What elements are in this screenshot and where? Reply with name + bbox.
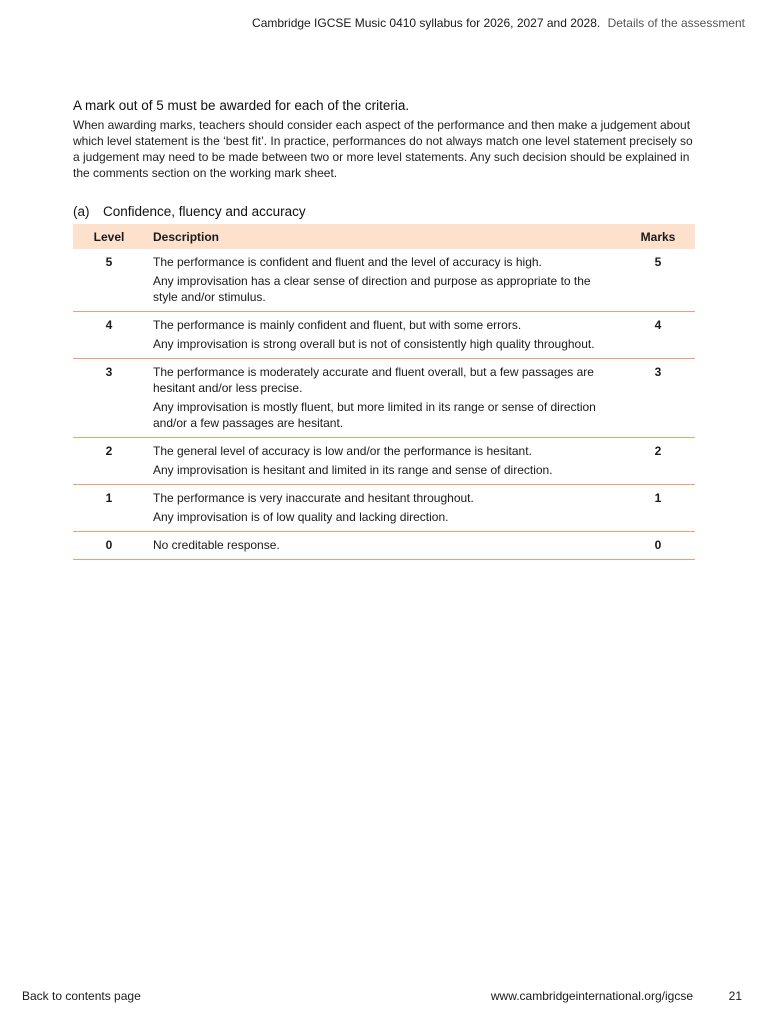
description-line: Any improvisation is of low quality and lacking direction. (153, 510, 449, 524)
table-row (73, 312, 695, 359)
page-number: 21 (728, 989, 742, 1003)
description-line: The performance is confident and fluent and the level of accuracy is high. (153, 255, 542, 269)
level-cell: 1 (73, 485, 145, 532)
website-link[interactable]: www.cambridgeinternational.org/igcse (490, 989, 693, 1003)
description-cell (145, 438, 621, 485)
description-line: No creditable response. (153, 538, 280, 552)
description-cell (145, 249, 621, 312)
criterion-heading (73, 204, 695, 219)
level-cell: 5 (73, 249, 145, 312)
marks-cell: 1 (621, 485, 695, 532)
table-row (73, 249, 695, 312)
description-line: Any improvisation is mostly fluent, but more limited in its range or sense of direction and/or a few passages are hesitant. (153, 400, 596, 430)
lead-statement: A mark out of 5 must be awarded for each of the criteria. (73, 98, 410, 113)
marks-cell: 3 (621, 359, 695, 438)
table-row (73, 532, 695, 560)
description-line: The general level of accuracy is low and/or the performance is hesitant. (153, 444, 532, 458)
description-line: Any improvisation is strong overall but is not of consistently high quality throughout. (153, 337, 595, 351)
description-line: Any improvisation has a clear sense of direction and purpose as appropriate to the style and/or stimulus. (153, 274, 591, 304)
description-line: Any improvisation is hesitant and limited in its range and sense of direction. (153, 463, 553, 477)
description-line: The performance is very inaccurate and hesitant throughout. (153, 491, 474, 505)
criterion-letter: (a) (73, 204, 90, 219)
description-line: The performance is mainly confident and fluent, but with some errors. (153, 318, 522, 332)
description-cell (145, 532, 621, 560)
level-cell: 4 (73, 312, 145, 359)
table-row (73, 485, 695, 532)
marks-cell: 0 (621, 532, 695, 560)
back-to-contents-link[interactable]: Back to contents page (22, 989, 141, 1003)
description-cell (145, 359, 621, 438)
marks-cell: 5 (621, 249, 695, 312)
level-cell: 3 (73, 359, 145, 438)
level-column-header: Level (93, 229, 125, 244)
table-header-row (73, 224, 695, 249)
table-row (73, 359, 695, 438)
table-body (73, 249, 695, 560)
criterion-title: Confidence, fluency and accuracy (103, 204, 306, 219)
description-cell (145, 312, 621, 359)
marks-cell: 2 (621, 438, 695, 485)
header-section: Details of the assessment (607, 16, 745, 30)
level-cell: 2 (73, 438, 145, 485)
running-header (252, 16, 745, 30)
marks-column-header: Marks (640, 229, 676, 244)
description-cell (145, 485, 621, 532)
level-cell: 0 (73, 532, 145, 560)
intro-paragraph: When awarding marks, teachers should consider each aspect of the performance and then make a judgement about which level statement is the ‘best fit’. In practice, performances do not always match one level statement precisely so a judgement may need to be made between two or more level statements. Any such decision should be explained in the comments section on the working mark sheet. (73, 118, 693, 180)
marks-cell: 4 (621, 312, 695, 359)
description-line: The performance is moderately accurate and fluent overall, but a few passages are hesitant and/or less precise. (153, 365, 594, 395)
table-row (73, 438, 695, 485)
marking-table (73, 224, 695, 560)
main-content (73, 98, 695, 560)
description-column-header: Description (153, 229, 220, 244)
header-title: Cambridge IGCSE Music 0410 syllabus for 2026, 2027 and 2028. (252, 16, 601, 30)
